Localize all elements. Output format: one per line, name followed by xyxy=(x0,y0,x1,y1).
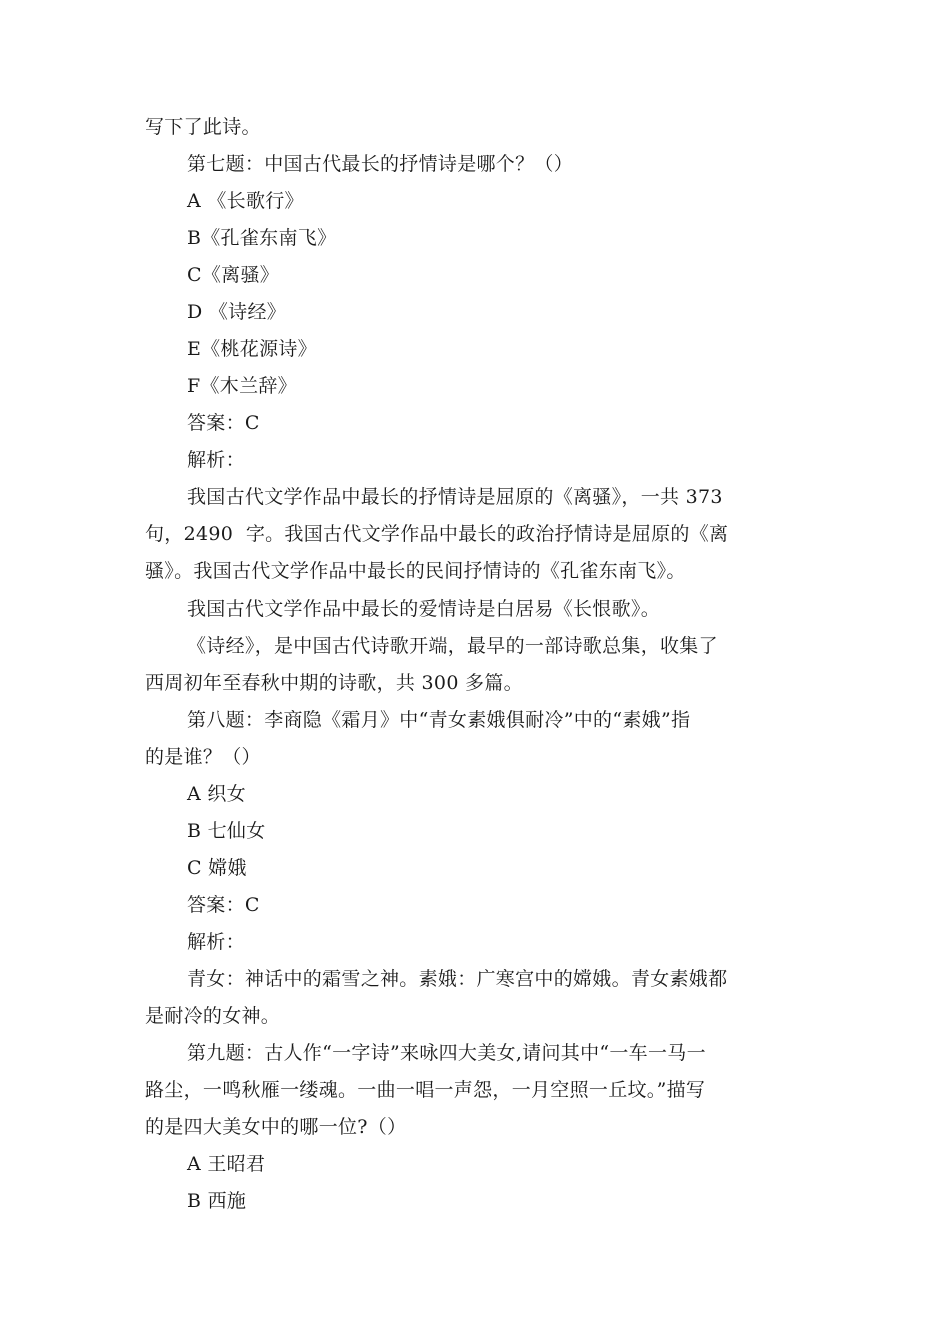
analysis-label: 解析： xyxy=(187,931,245,953)
option-d: D 《诗经》 xyxy=(187,301,287,323)
option-f: F《木兰辞》 xyxy=(187,375,297,397)
answer: 答案：C xyxy=(187,412,260,434)
question-8: 第八题：李商隐《霜月》中“青女素娥俱耐冷”中的“素娥”指 xyxy=(187,709,691,731)
analysis-text: 《诗经》，是中国古代诗歌开端，最早的一部诗歌总集，收集了 xyxy=(187,635,718,657)
analysis-text: 青女：神话中的霜雪之神。素娥：广寒宫中的嫦娥。青女素娥都 xyxy=(187,968,728,990)
analysis-text: 句，2490 字。我国古代文学作品中最长的政治抒情诗是屈原的《离 xyxy=(145,523,729,545)
option-c: C 嫦娥 xyxy=(187,857,247,879)
option-a: A 织女 xyxy=(187,783,246,805)
question-9: 路尘，一鸣秋雁一缕魂。一曲一唱一声怨，一月空照一丘坟。”描写 xyxy=(145,1079,706,1101)
question-9: 第九题：古人作“一字诗”来咏四大美女,请问其中“一车一马一 xyxy=(187,1042,706,1064)
option-a: A 《长歌行》 xyxy=(187,190,304,212)
question-9: 的是四大美女中的哪一位?（） xyxy=(145,1116,407,1138)
option-c: C《离骚》 xyxy=(187,264,280,286)
question-8: 的是谁？（） xyxy=(145,746,261,768)
analysis-label: 解析： xyxy=(187,449,245,471)
analysis-text: 我国古代文学作品中最长的爱情诗是白居易《长恨歌》。 xyxy=(187,598,661,620)
answer: 答案：C xyxy=(187,894,260,916)
option-a: A 王昭君 xyxy=(187,1153,266,1175)
option-b: B 七仙女 xyxy=(187,820,266,842)
option-b: B 西施 xyxy=(187,1190,247,1212)
question-7: 第七题：中国古代最长的抒情诗是哪个？（） xyxy=(187,153,574,175)
option-b: B《孔雀东南飞》 xyxy=(187,227,337,249)
analysis-text: 是耐冷的女神。 xyxy=(145,1005,281,1027)
option-e: E《桃花源诗》 xyxy=(187,338,317,360)
analysis-text: 我国古代文学作品中最长的抒情诗是屈原的《离骚》，一共 373 xyxy=(187,486,723,508)
text-line: 写下了此诗。 xyxy=(145,116,261,138)
analysis-text: 骚》。我国古代文学作品中最长的民间抒情诗的《孔雀东南飞》。 xyxy=(145,560,686,582)
analysis-text: 西周初年至春秋中期的诗歌，共 300 多篇。 xyxy=(145,672,523,694)
